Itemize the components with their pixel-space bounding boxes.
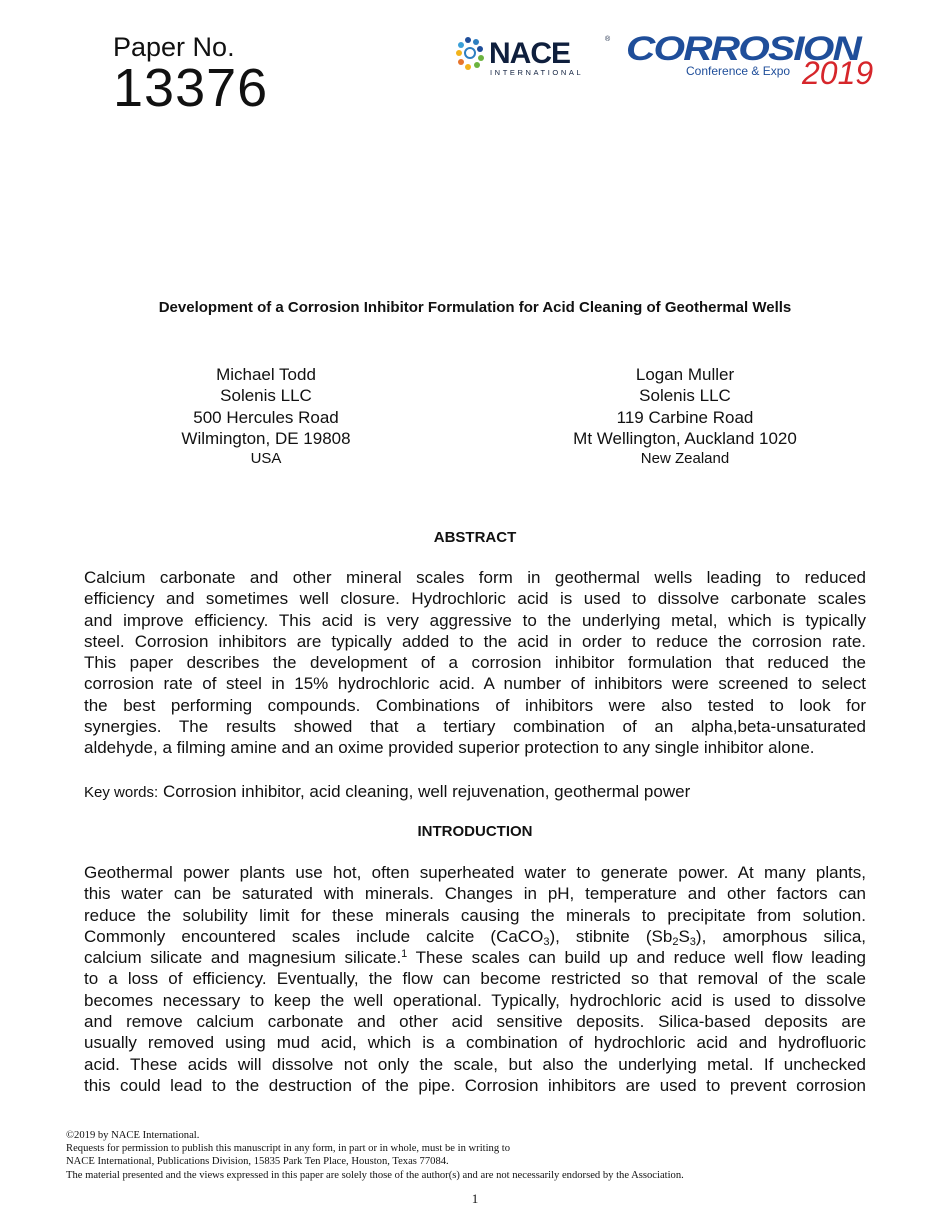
intro-line-citation: calcium silicate and magnesium silicate.$^1$ These scales can build up and reduce well flow leading [84,948,866,968]
abstract-line: the best performing compounds. Combinations of inhibitors were also tested to look for [84,695,866,715]
intro-line: and remove calcium carbonate and other acid sensitive deposits. Silica-based deposits are [84,1012,866,1032]
abstract-line: aldehyde, a filming amine and an oxime provided superior protection to any single inhibitor alone. [84,738,815,758]
conference-year: 2019 [802,55,874,88]
author-street: 500 Hercules Road [193,407,339,427]
nace-wordmark: NACE [489,37,571,70]
author-city: Mt Wellington, Auckland 1020 [573,428,797,448]
intro-line: Geothermal power plants use hot, often superheated water to generate power. At many plants, [84,863,866,882]
author-organization: Solenis LLC [220,386,312,406]
abstract-line: This paper describes the development of a corrosion inhibitor formulation that reduced the [84,653,866,673]
nace-subtitle: INTERNATIONAL [490,68,584,77]
introduction-body [84,862,866,1096]
intro-line: this could lead to the destruction of the pipe. Corrosion inhibitors are used to prevent corrosion [84,1075,866,1095]
nace-logo [455,33,615,81]
abstract-line: steel. Corrosion inhibitors are typically added to the acid in order to reduce the corrosion rate. [84,631,866,651]
author-country: New Zealand [640,450,730,468]
author-block-1 [116,364,416,469]
conference-expo-text: Conference & Expo [686,64,791,78]
footer-line: NACE International, Publications Division, 15835 Park Ten Place, Houston, Texas 77084. [66,1156,449,1168]
footer-line: Requests for permission to publish this manuscript in any form, in part or in whole, must be in writing to [66,1143,511,1155]
abstract-heading: ABSTRACT [433,529,517,546]
keywords-label: Key words: [84,784,159,801]
intro-line: becomes necessary to keep the well operational. Typically, hydrochloric acid is used to dissolve [84,990,866,1010]
corrosion-2019-logo [626,30,886,88]
paper-number-label: Paper No. [113,32,235,62]
author-organization: Solenis LLC [639,386,731,406]
author-block-2 [535,364,835,469]
author-country: USA [250,450,282,468]
author-city: Wilmington, DE 19808 [181,428,351,448]
author-street: 119 Carbine Road [616,407,754,427]
abstract-line: Calcium carbonate and other mineral scales form in geothermal wells leading to reduced [84,568,866,587]
paper-number: 13376 [113,58,269,118]
registered-mark: ® [605,36,611,43]
intro-line: acid. These acids will dissolve not only the scale, but also the underlying metal. If unchecked [84,1054,866,1074]
intro-line: usually removed using mud acid, which is a combination of hydrochloric acid and hydrofluoric [84,1033,866,1053]
copyright-footer [66,1129,684,1182]
author-name: Logan Muller [635,365,735,384]
abstract-line: synergies. The results showed that a tertiary combination of an alpha,beta-unsaturated [84,717,866,737]
abstract-line: efficiency and sometimes well closure. Hydrochloric acid is used to dissolve carbonate scales [84,589,866,609]
abstract-body [84,567,866,759]
keywords-text: Corrosion inhibitor, acid cleaning, well rejuvenation, geothermal power [162,782,691,801]
footer-line: ©2019 by NACE International. [66,1130,200,1141]
author-name: Michael Todd [216,365,316,384]
intro-line: to a loss of efficiency. Eventually, the flow can become restricted so that removal of the scale [84,969,866,989]
introduction-heading: INTRODUCTION [417,823,533,840]
page-number: 1 [471,1191,479,1206]
nace-globe-icon [456,37,484,70]
paper-title: Development of a Corrosion Inhibitor Formulation for Acid Cleaning of Geothermal Wells [158,299,792,316]
corrosion-wordmark: CORROSION [626,30,864,68]
intro-line: reduce the solubility limit for these minerals causing the minerals to precipitate from solution. [84,905,866,925]
intro-line: this water can be saturated with minerals. Changes in pH, temperature and other factors can [84,884,866,904]
abstract-line: and improve efficiency. This acid is very aggressive to the underlying metal, which is typically [84,610,866,630]
abstract-line: corrosion rate of steel in 15% hydrochloric acid. A number of inhibitors were screened to select [84,674,866,694]
footer-line: The material presented and the views expressed in this paper are solely those of the author(s) and are not necessarily endorsed by the Association. [66,1169,684,1181]
intro-line-formulas: Commonly encountered scales include calcite (CaCO$_3$), stibnite $(Sb_2S_3)$, amorphous silica, [84,926,867,948]
keywords [84,781,690,803]
citation-ref: 1 [401,948,408,961]
